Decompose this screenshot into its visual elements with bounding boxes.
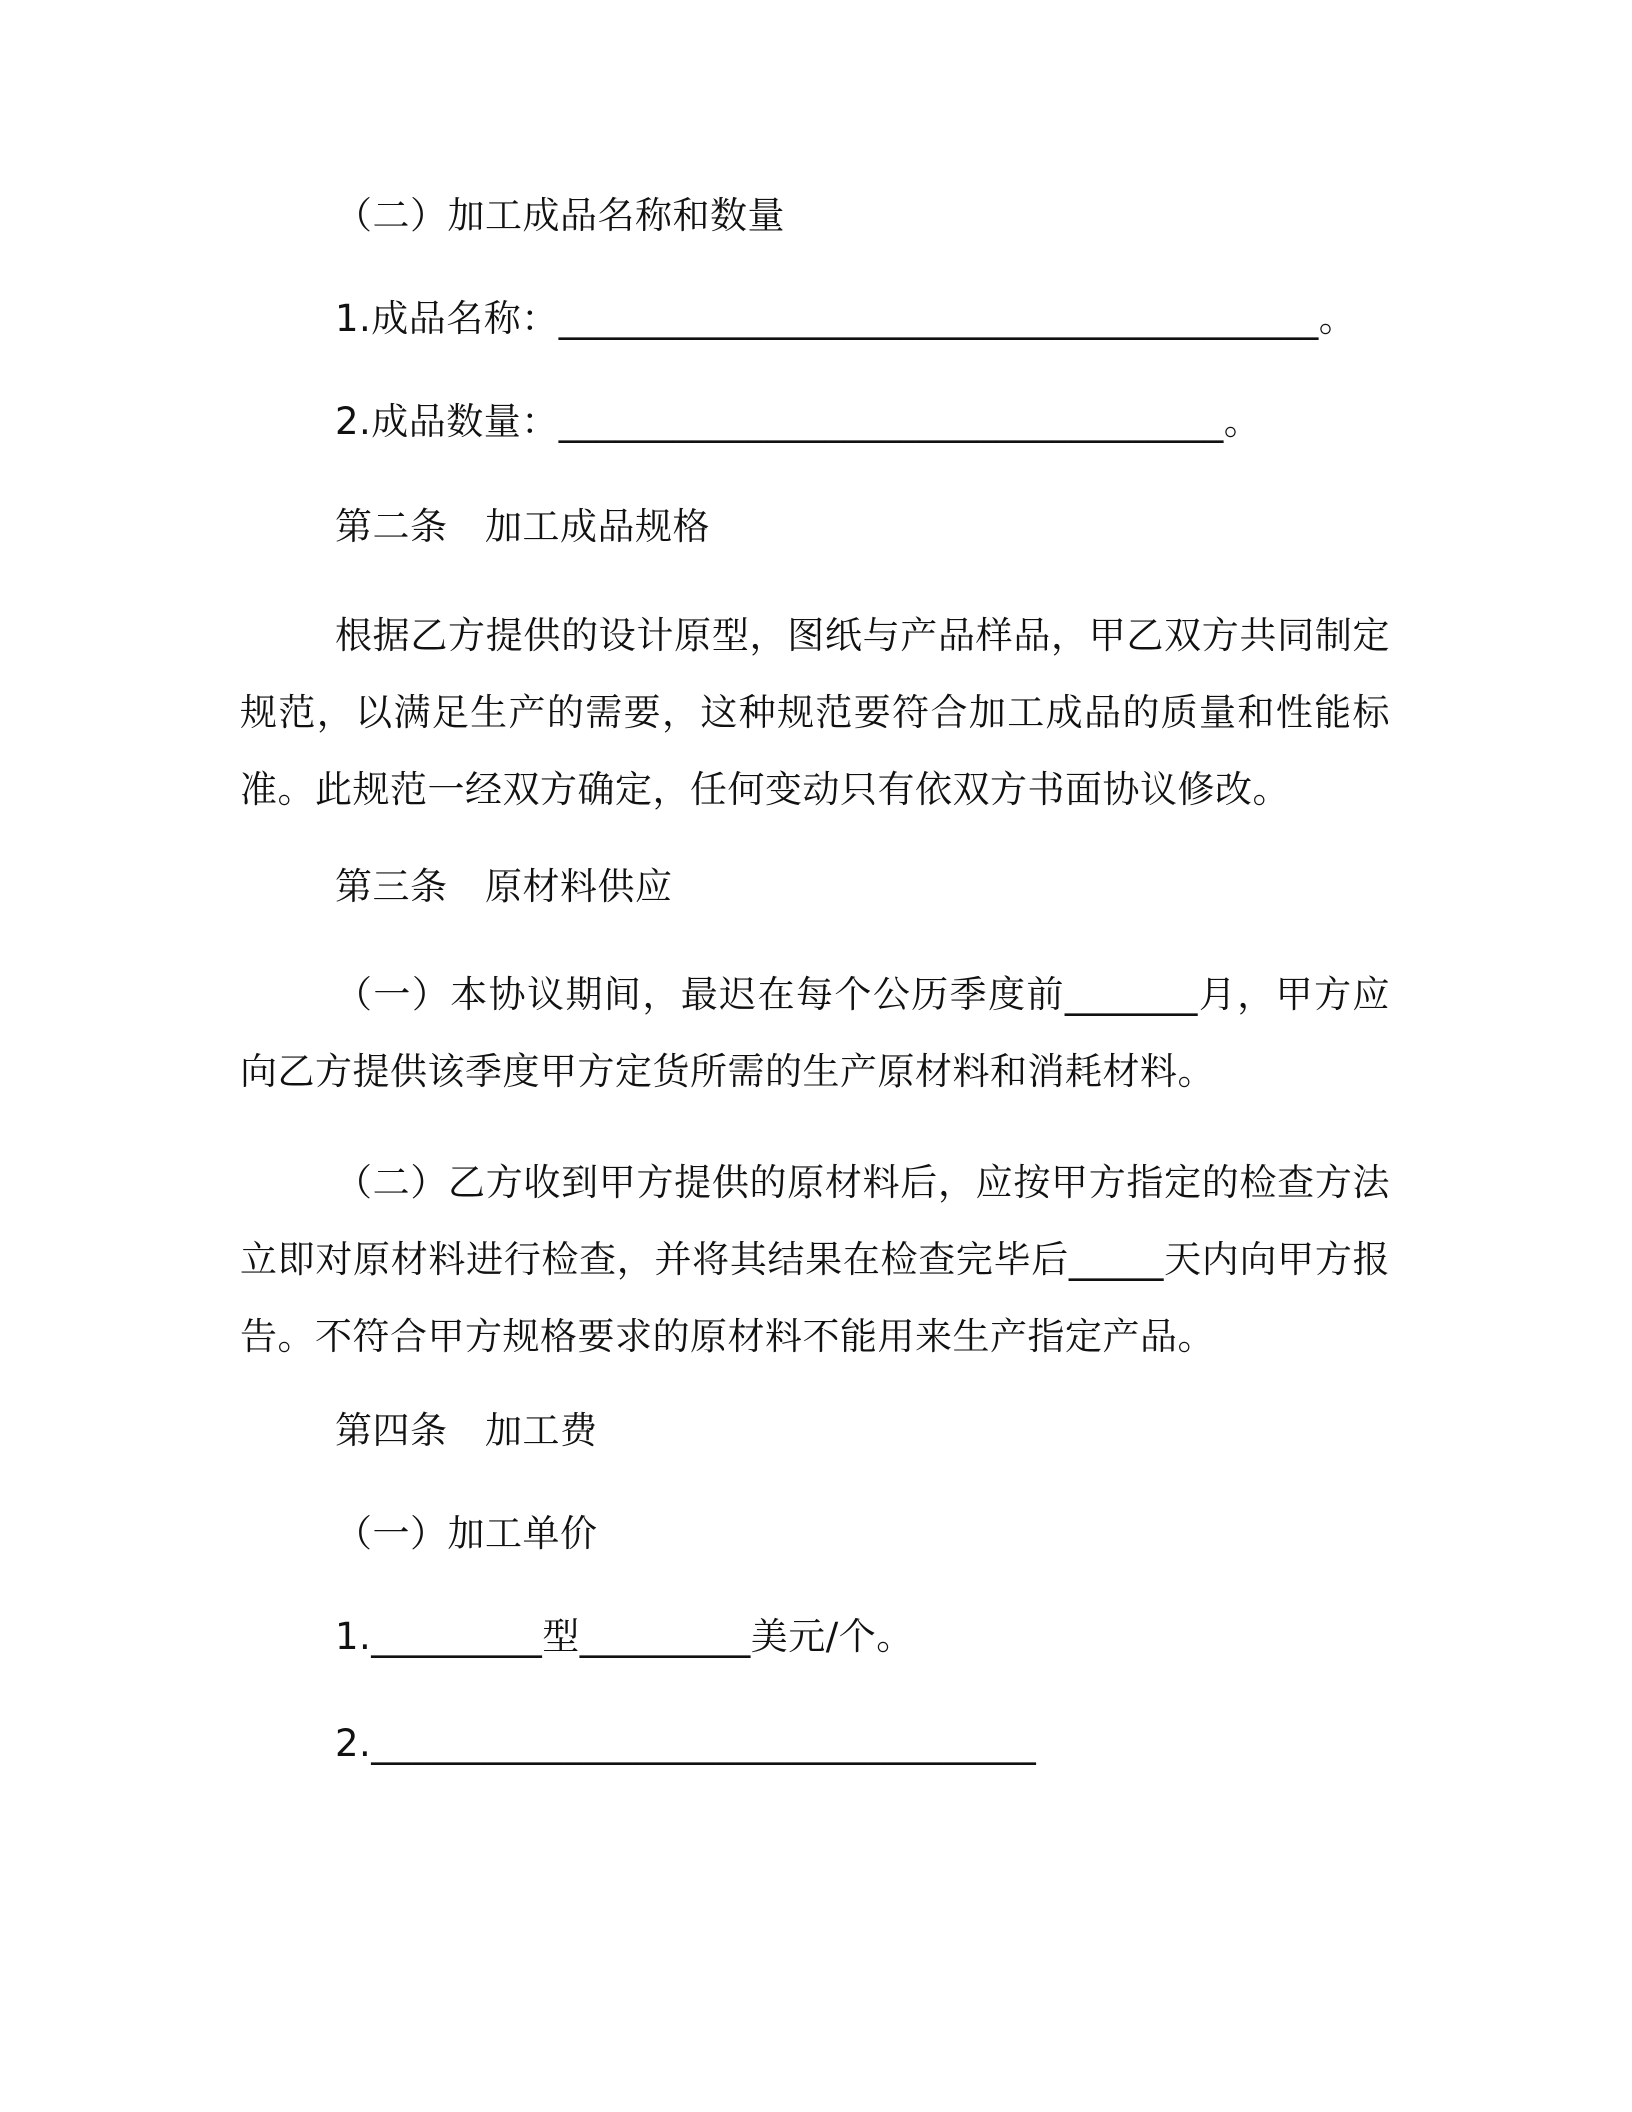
article-three-paragraph-two: （二）乙方收到甲方提供的原材料后，应按甲方指定的检查方法立即对原材料进行检查，并将其结果在检查完毕后_____天内向甲方报告。不符合甲方规格要求的原材料不能用来生产指定产品。 [240, 1161, 1390, 1358]
product-quantity-field-line: 2.成品数量：___________________________________。 [335, 400, 1262, 443]
product-name-field-line: 1.成品名称：________________________________________。 [335, 297, 1357, 340]
article-two-heading: 第二条 加工成品规格 [335, 505, 710, 548]
article-three-heading: 第三条 原材料供应 [335, 865, 673, 908]
price-item-two: 2.___________________________________ [335, 1722, 1037, 1765]
article-four-subtitle-one: （一）加工单价 [335, 1512, 598, 1555]
article-two-body: 根据乙方提供的设计原型，图纸与产品样品，甲乙双方共同制定规范，以满足生产的需要，这种规范要符合加工成品的质量和性能标准。此规范一经双方确定，任何变动只有依双方书面协议修改。 [240, 614, 1390, 811]
price-item-one: 1._________型_________美元/个。 [335, 1615, 914, 1658]
article-four-heading: 第四条 加工费 [335, 1409, 598, 1452]
article-three-paragraph-one: （一）本协议期间，最迟在每个公历季度前_______月，甲方应向乙方提供该季度甲方定货所需的生产原材料和消耗材料。 [240, 973, 1390, 1093]
section-subtitle-two: （二）加工成品名称和数量 [335, 194, 785, 237]
